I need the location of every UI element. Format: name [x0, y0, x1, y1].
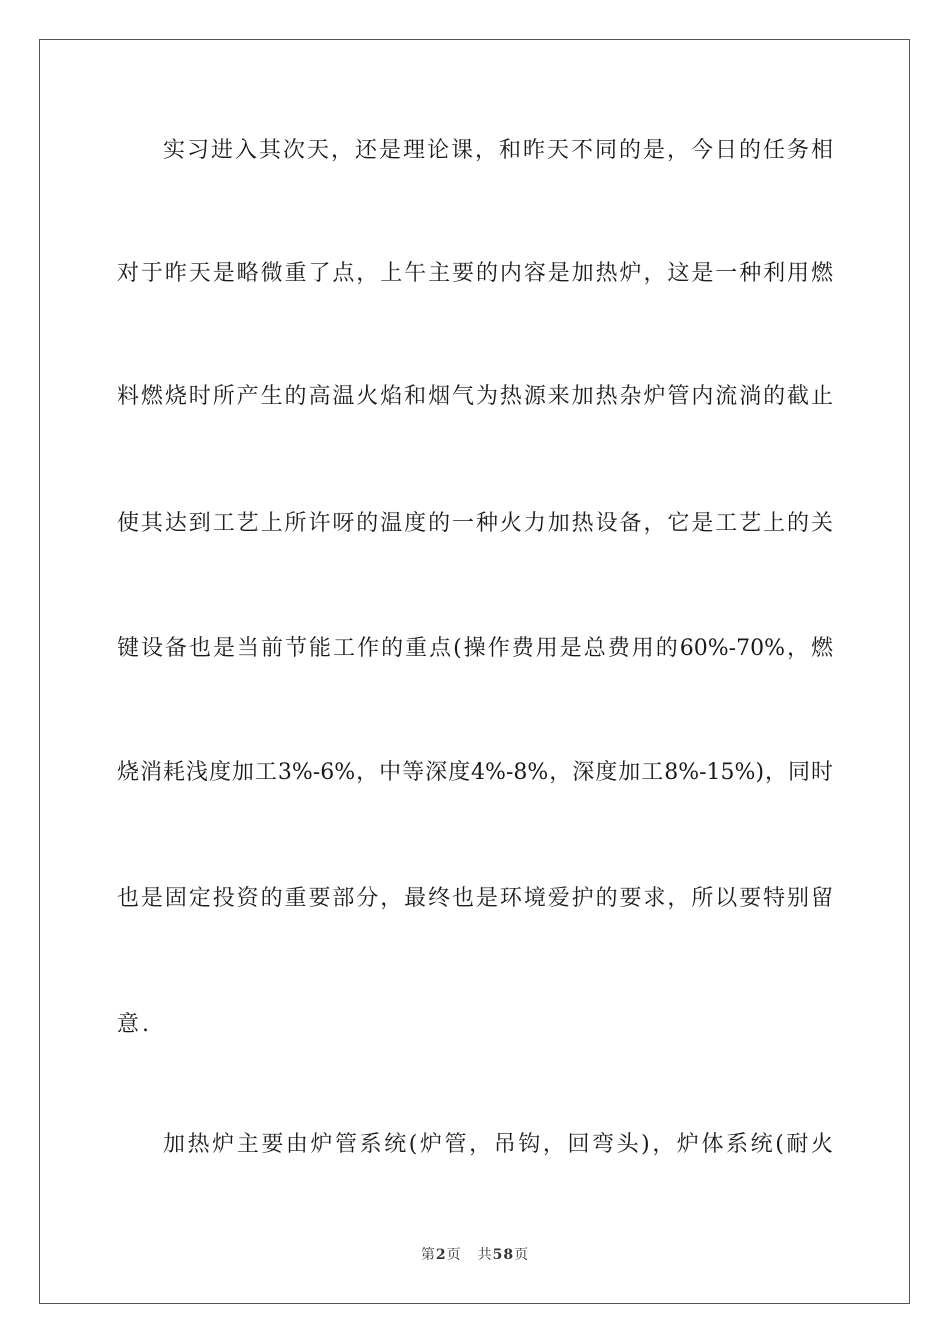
paragraph-1-line-7: 也是固定投资的重要部分，最终也是环境爱护的要求，所以要特别留	[117, 886, 833, 911]
footer-page-prefix: 第	[420, 1247, 436, 1263]
paragraph-1-line-6: 烧消耗浅度加工3%-6%，中等深度4%-8%，深度加工8%-15%)，同时	[117, 760, 833, 785]
page-border	[39, 39, 910, 1304]
paragraph-1-line-5: 键设备也是当前节能工作的重点(操作费用是总费用的60%-70%，燃	[117, 636, 833, 661]
page-footer	[0, 1245, 950, 1265]
paragraph-1-line-1: 实习进入其次天，还是理论课，和昨天不同的是，今日的任务相	[163, 138, 833, 163]
footer-page-number: 2	[435, 1247, 447, 1263]
footer-total-prefix: 共	[477, 1247, 493, 1263]
paragraph-1-line-8: 意.	[117, 1012, 152, 1037]
paragraph-1-line-3: 料燃烧时所产生的高温火焰和烟气为热源来加热杂炉管内流淌的截止	[117, 384, 833, 409]
paragraph-1-line-4: 使其达到工艺上所许呀的温度的一种火力加热设备，它是工艺上的关	[117, 511, 833, 536]
footer-total-suffix: 页	[514, 1247, 530, 1263]
paragraph-1-line-2: 对于昨天是略微重了点，上午主要的内容是加热炉，这是一种利用燃	[117, 261, 833, 286]
paragraph-2-line-1: 加热炉主要由炉管系统(炉管，吊钩，回弯头)，炉体系统(耐火	[163, 1132, 833, 1157]
footer-total-number: 58	[492, 1247, 515, 1263]
footer-page-suffix: 页	[446, 1247, 462, 1263]
